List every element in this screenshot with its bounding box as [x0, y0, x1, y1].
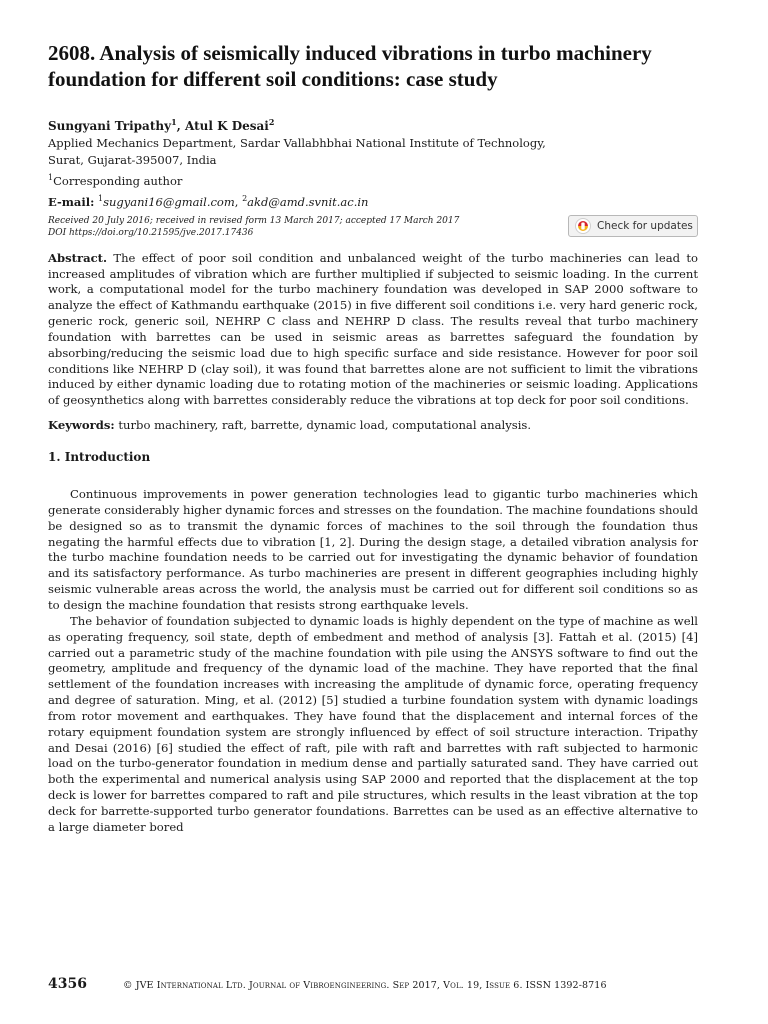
keywords-label: Keywords:: [48, 418, 115, 433]
email-label: E-mail:: [48, 194, 95, 209]
check-for-updates-label: Check for updates: [597, 219, 693, 232]
author-affiliation-mark: 2: [268, 117, 275, 127]
article-history-dates: Received 20 July 2016; received in revised form 13 March 2017; accepted 17 March 2017: [48, 215, 460, 226]
page-footer: [48, 976, 708, 996]
corresponding-author-note: [48, 169, 698, 190]
email-mark: 1: [98, 193, 104, 203]
corresponding-mark: 1: [48, 173, 54, 182]
article-history-row: [48, 215, 698, 245]
abstract: [48, 251, 698, 409]
email-link[interactable]: akd@amd.svnit.ac.in: [247, 194, 369, 209]
email-link[interactable]: sugyani16@gmail.com: [103, 194, 235, 209]
author-separator: ,: [176, 119, 185, 133]
corresponding-text: Corresponding author: [53, 173, 183, 188]
doi-link[interactable]: DOI https://doi.org/10.21595/jve.2017.17436: [48, 227, 254, 238]
check-for-updates-icon: [575, 218, 591, 234]
affiliation-line: Applied Mechanics Department, Sardar Vallabhbhai National Institute of Technology,: [48, 136, 546, 150]
keywords-text: turbo machinery, raft, barrette, dynamic load, computational analysis.: [118, 418, 532, 433]
email-line: [48, 190, 698, 211]
affiliation-line: Surat, Gujarat-395007, India: [48, 153, 217, 167]
paper-title: 2608. Analysis of seismically induced vibrations in turbo machinery foundation for different soil conditions: case study: [48, 41, 652, 91]
author-name: Atul K Desai: [185, 119, 269, 133]
email-separator: ,: [234, 194, 243, 209]
keywords: [48, 417, 698, 433]
section-heading: 1. Introduction: [48, 450, 151, 465]
body-paragraph: Continuous improvements in power generation technologies lead to gigantic turbo machineries which generate considerably higher dynamic forces and stresses on the foundation. The machine foundations should be designed so as to transmit the dynamic forces of machines to the soil through the foundation thus negating the harmful effects due to vibration [1, 2]. During the design stage, a detailed vibration analysis for the turbo machine foundation needs to be carried out for investigating the dynamic behavior of foundation and its satisfactory performance. As turbo machineries are present in different geographies including highly seismic vulnerable areas across the world, the analysis must be carried out for different soil conditions so as to design the machine foundation that resists strong earthquake levels.: [48, 487, 698, 612]
paper-page: [48, 40, 698, 836]
author-line: [48, 114, 698, 135]
journal-info: © JVE International Ltd. Journal of Vibroengineering. Sep 2017, Vol. 19, Issue 6. ISSN 1392-8716: [122, 980, 607, 991]
abstract-label: Abstract.: [48, 250, 108, 265]
author-affiliation-mark: 1: [171, 117, 177, 127]
email-mark: 2: [242, 193, 248, 203]
body-paragraph: The behavior of foundation subjected to dynamic loads is highly dependent on the type of machine as well as operating frequency, soil state, depth of embedment and method of analysis [3]. Fattah et al. (2015) [4] carried out a parametric study of the machine foundation with pile using the ANSYS software to find out the geometry, amplitude and frequency of the dynamic load of the machine. They have reported that the final settlement of the foundation increases with increasing the amplitude of dynamic force, operating frequency and degree of saturation. Ming, et al. (2012) [5] studied a turbine foundation system with dynamic loadings from rotor movement and earthquakes. They have found that the displacement and internal forces of the rotary equipment foundation system are strongly influenced by effect of soil structure interaction. Tripathy and Desai (2016) [6] studied the effect of raft, pile with raft and barrettes with raft subjected to harmonic load on the turbo-generator foundation in medium dense and partially saturated sand. They have carried out both the experimental and numerical analysis using SAP 2000 and reported that the displacement at the top deck is lower for barrettes compared to raft and pile structures, which results in the least vibration at the top deck for barrette-supported turbo generator foundations. Barrettes can be used as an effective alternative to a large diameter bored: [48, 613, 698, 834]
check-for-updates-button[interactable]: [568, 215, 698, 237]
abstract-text: The effect of poor soil condition and unbalanced weight of the turbo machineries can lead to increased amplitudes of vibration which are further multiplied if subjected to seismic loading. In the current work, a computational model for the turbo machinery foundation was developed in SAP 2000 software to analyze the effect of Kathmandu earthquake (2015) in five different soil conditions i.e. very hard generic rock, generic rock, generic soil, NEHRP C class and NEHRP D class. The results reveal that turbo machinery foundation with barrettes can be used in seismic areas as barrettes safeguard the foundation by absorbing/reducing the seismic load due to high specific surface and side resistance. However for poor soil conditions like NEHRP D (clay soil), it was found that barrettes alone are not sufficient to limit the vibrations induced by either dynamic loading due to rotating motion of the machineries or seismic loading. Applications of geosynthetics along with barrettes considerably reduce the vibrations at top deck for poor soil conditions.: [48, 250, 698, 408]
author-name: Sungyani Tripathy: [48, 119, 172, 133]
page-number: 4356: [48, 976, 87, 992]
